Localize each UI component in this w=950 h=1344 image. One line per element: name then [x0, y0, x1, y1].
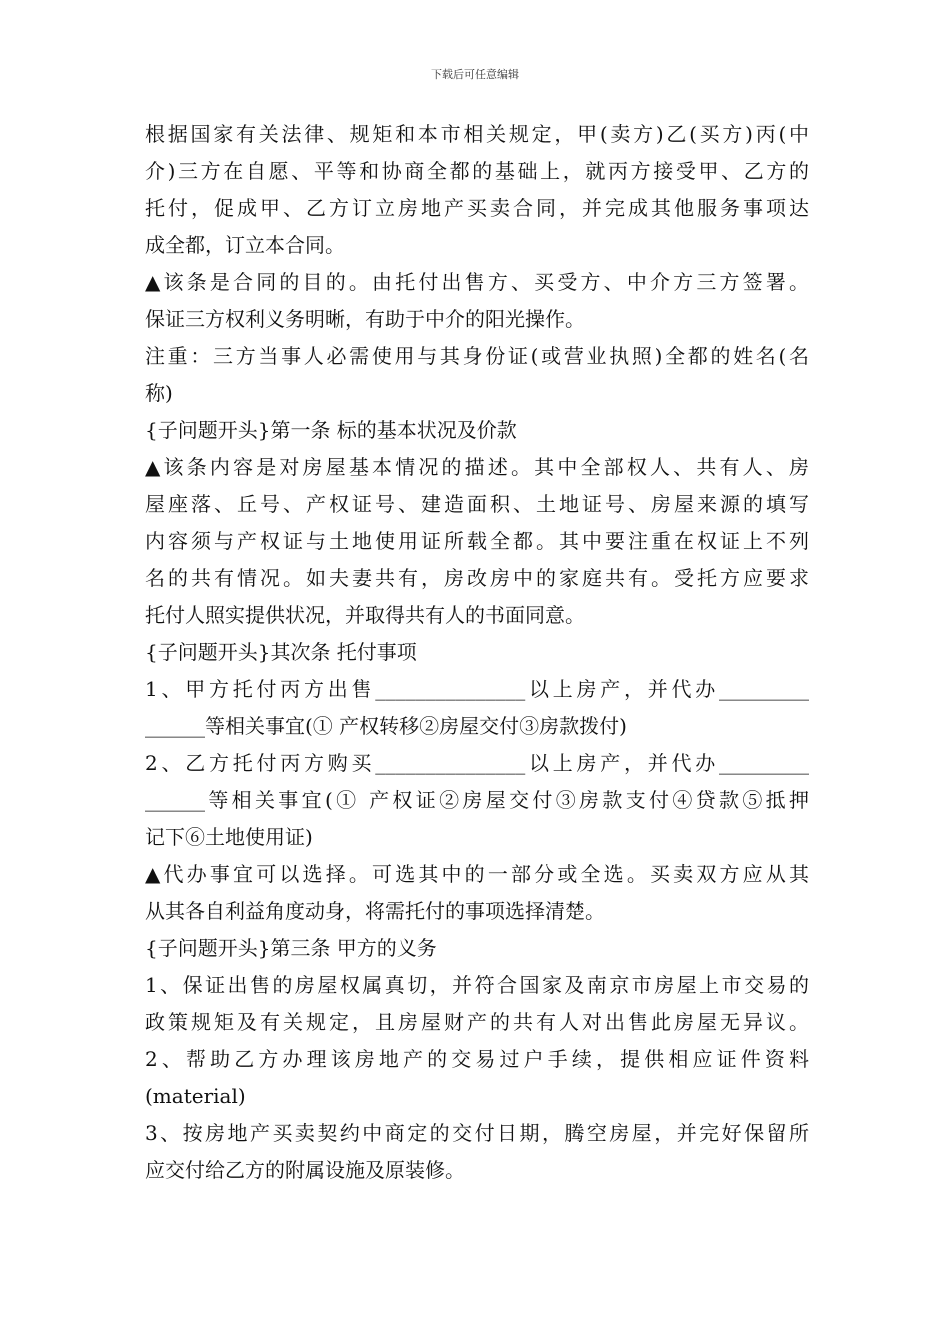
text-line: ▲该条内容是对房屋基本情况的描述。其中全部权人、共有人、房	[145, 455, 809, 479]
text-line: 2、乙方托付丙方购买_______________以上房产，并代办_________	[145, 751, 809, 775]
text-line: 1、甲方托付丙方出售_______________以上房产，并代办_________	[145, 677, 809, 701]
document-body	[145, 116, 809, 1189]
page-header: 下载后可任意编辑	[431, 68, 519, 81]
text-line: ▲代办事宜可以选择。可选其中的一部分或全选。买卖双方应从其	[145, 862, 809, 886]
text-line: 政策规矩及有关规定，且房屋财产的共有人对出售此房屋无异议。	[145, 1010, 809, 1034]
text-line: {子问题开头}第三条 甲方的义务	[145, 936, 437, 960]
text-line: 根据国家有关法律、规矩和本市相关规定，甲(卖方)乙(买方)丙(中	[145, 122, 809, 146]
text-line: 注重：三方当事人必需使用与其身份证(或营业执照)全都的姓名(名	[145, 344, 809, 368]
text-line: 介)三方在自愿、平等和协商全都的基础上，就丙方接受甲、乙方的	[145, 159, 809, 183]
text-line: 3、按房地产买卖契约中商定的交付日期，腾空房屋，并完好保留所	[145, 1121, 809, 1145]
text-line: 托付，促成甲、乙方订立房地产买卖合同，并完成其他服务事项达	[145, 196, 809, 220]
text-line: (material)	[145, 1084, 246, 1108]
text-line: 成全都，订立本合同。	[145, 233, 345, 257]
text-line: 应交付给乙方的附属设施及原装修。	[145, 1158, 465, 1182]
text-line: 称)	[145, 381, 173, 405]
text-line: 记下⑥土地使用证)	[145, 825, 313, 849]
text-line: ______等相关事宜(① 产权证②房屋交付③房款支付④贷款⑤抵押	[145, 788, 809, 812]
text-line: 从其各自利益角度动身，将需托付的事项选择清楚。	[145, 899, 605, 923]
text-line: 1、保证出售的房屋权属真切，并符合国家及南京市房屋上市交易的	[145, 973, 809, 997]
text-line: 名的共有情况。如夫妻共有，房改房中的家庭共有。受托方应要求	[145, 566, 809, 590]
text-line: 内容须与产权证与土地使用证所载全都。其中要注重在权证上不列	[145, 529, 809, 553]
text-line: {子问题开头}第一条 标的基本状况及价款	[145, 418, 517, 442]
text-line: 保证三方权利义务明晰，有助于中介的阳光操作。	[145, 307, 585, 331]
text-line: ▲该条是合同的目的。由托付出售方、买受方、中介方三方签署。	[145, 270, 809, 294]
text-line: 2、帮助乙方办理该房地产的交易过户手续，提供相应证件资料	[145, 1047, 809, 1071]
text-line: ______等相关事宜(① 产权转移②房屋交付③房款拨付)	[145, 714, 627, 738]
text-line: 屋座落、丘号、产权证号、建造面积、土地证号、房屋来源的填写	[145, 492, 809, 516]
text-line: {子问题开头}其次条 托付事项	[145, 640, 417, 664]
text-line: 托付人照实提供状况，并取得共有人的书面同意。	[145, 603, 585, 627]
